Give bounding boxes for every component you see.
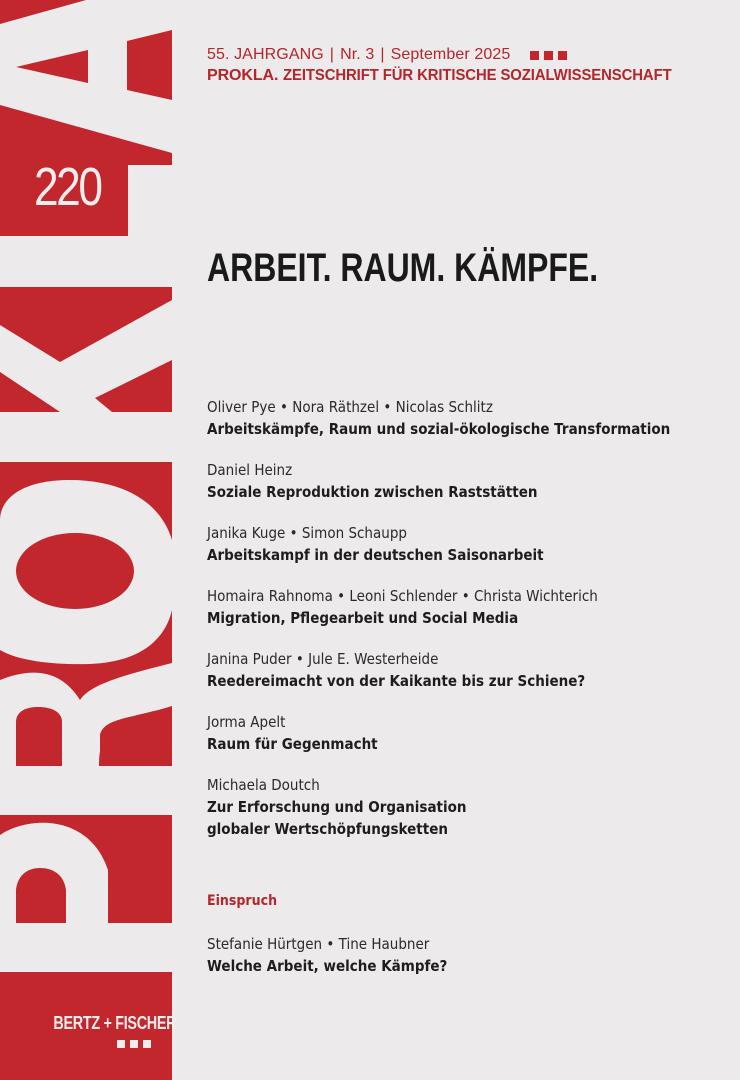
toc-title: Arbeitskampf in der deutschen Saisonarbeit — [207, 546, 544, 564]
toc-title: Zur Erforschung und Organisation globaler Wertschöpfungsketten — [207, 798, 467, 838]
toc-entry — [207, 933, 707, 977]
separator: | — [380, 46, 385, 63]
toc-title: Reedereimacht von der Kaikante bis zur Schiene? — [207, 672, 586, 690]
issue-title: ARBEIT. RAUM. KÄMPFE. — [207, 246, 599, 290]
toc-authors: Jorma Apelt — [207, 713, 286, 731]
toc-entry — [207, 648, 707, 692]
toc-entry — [207, 774, 707, 840]
toc-authors: Janika Kuge • Simon Schaupp — [207, 524, 407, 542]
toc-authors: Daniel Heinz — [207, 461, 293, 479]
toc-authors: Michaela Doutch — [207, 776, 320, 794]
toc-authors: Janina Puder • Jule E. Westerheide — [207, 650, 439, 668]
journal-name — [207, 67, 701, 85]
publisher-squares-icon — [29, 1040, 151, 1048]
spine-wordmark — [0, 0, 180, 1080]
toc-entry — [207, 711, 707, 755]
toc-title: Welche Arbeit, welche Kämpfe? — [207, 957, 448, 975]
toc-title: Soziale Reproduktion zwischen Raststätten — [207, 483, 538, 501]
masthead — [207, 44, 701, 85]
toc-entry — [207, 585, 707, 629]
separator: | — [329, 46, 335, 63]
toc-authors: Homaira Rahnoma • Leoni Schlender • Christa Wichterich — [207, 587, 598, 605]
toc-authors: Oliver Pye • Nora Räthzel • Nicolas Schlitz — [207, 398, 493, 416]
date-label: September 2025 — [390, 46, 511, 63]
number-label: Nr. 3 — [340, 46, 375, 63]
issue-info — [207, 44, 701, 66]
section-heading-einspruch: Einspruch — [207, 893, 278, 909]
volume-label: 55. JAHRGANG — [207, 46, 324, 63]
journal-subtitle: ZEITSCHRIFT FÜR KRITISCHE SOZIALWISSENSCHAFT — [282, 67, 672, 84]
publisher-logo — [29, 1013, 177, 1048]
toc-title: Arbeitskämpfe, Raum und sozial-ökologische Transformation — [207, 420, 671, 438]
journal-brand: PROKLA. — [207, 67, 279, 84]
three-squares-icon — [530, 51, 567, 60]
issue-number: 220 — [34, 157, 101, 217]
toc-title: Migration, Pflegearbeit und Social Media — [207, 609, 519, 627]
toc-entry — [207, 459, 707, 503]
toc-entry — [207, 522, 707, 566]
table-of-contents — [207, 396, 707, 996]
toc-entry — [207, 396, 707, 440]
publisher-name: BERTZ + FISCHER — [53, 1013, 177, 1033]
toc-title: Raum für Gegenmacht — [207, 735, 378, 753]
toc-authors: Stefanie Hürtgen • Tine Haubner — [207, 935, 430, 953]
